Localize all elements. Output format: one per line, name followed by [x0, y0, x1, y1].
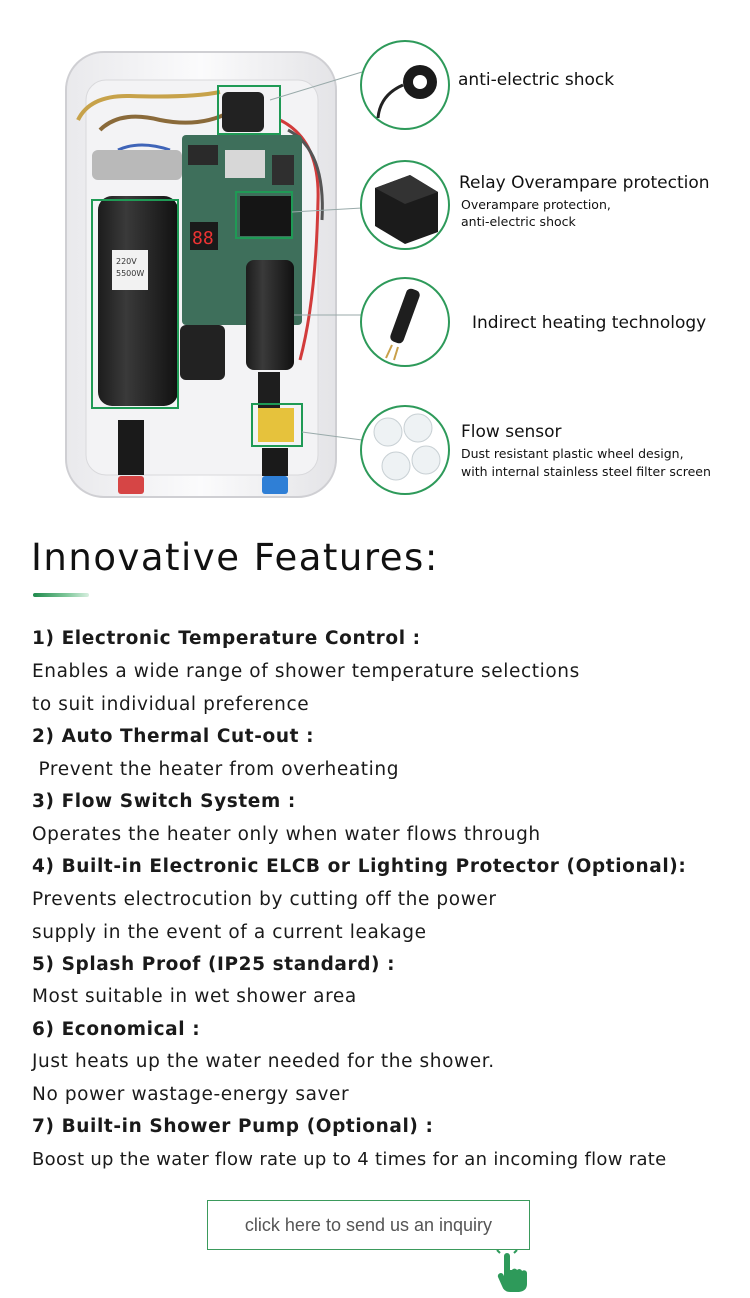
- callout-anti-shock-title: anti-electric shock: [458, 70, 615, 90]
- feature-4-desc-2: supply in the event of a current leakage: [32, 922, 427, 943]
- feature-1-desc-2: to suit individual preference: [32, 694, 310, 715]
- inquiry-button[interactable]: [207, 1200, 530, 1250]
- feature-1-title: 1) Electronic Temperature Control :: [32, 628, 421, 649]
- feature-3-title: 3) Flow Switch System :: [32, 791, 296, 812]
- heater-rating-2: 5500W: [116, 269, 145, 278]
- callout-heating-title: Indirect heating technology: [472, 313, 707, 333]
- digit-display: 88: [192, 228, 214, 249]
- callout-flow-sub-2: with internal stainless steel filter screen: [461, 464, 711, 479]
- feature-6-title: 6) Economical :: [32, 1019, 201, 1040]
- heading-underline: [33, 593, 89, 597]
- feature-3-desc-1: Operates the heater only when water flows through: [32, 824, 541, 845]
- feature-4-title: 4) Built-in Electronic ELCB or Lighting Protector (Optional):: [32, 856, 687, 877]
- callout-flow-sub-1: Dust resistant plastic wheel design,: [461, 446, 684, 461]
- feature-6-desc-2: No power wastage-energy saver: [32, 1084, 350, 1105]
- product-diagram: [0, 0, 750, 510]
- feature-2-title: 2) Auto Thermal Cut-out :: [32, 726, 315, 747]
- water-outlet: [262, 476, 288, 494]
- feature-5-title: 5) Splash Proof (IP25 standard) :: [32, 954, 396, 975]
- callout-relay-title: Relay Overampare protection: [459, 173, 710, 193]
- water-inlet: [118, 476, 144, 494]
- heater-rating-1: 220V: [116, 257, 137, 266]
- feature-7-desc-1: Boost up the water flow rate up to 4 times for an incoming flow rate: [32, 1149, 667, 1170]
- callout-relay-sub-1: Overampare protection,: [461, 197, 611, 212]
- feature-5-desc-1: Most suitable in wet shower area: [32, 986, 357, 1007]
- inquiry-button-label: click here to send us an inquiry: [244, 1214, 493, 1235]
- water-heater-internal-image: [0, 0, 750, 510]
- feature-6-desc-1: Just heats up the water needed for the shower.: [32, 1051, 495, 1072]
- feature-7-title: 7) Built-in Shower Pump (Optional) :: [32, 1116, 434, 1137]
- feature-4-desc-1: Prevents electrocution by cutting off the power: [32, 889, 497, 910]
- features-heading: Innovative Features:: [31, 536, 439, 579]
- callout-relay-sub-2: anti-electric shock: [461, 214, 576, 229]
- feature-1-desc-1: Enables a wide range of shower temperature selections: [32, 661, 580, 682]
- feature-2-desc-1: Prevent the heater from overheating: [32, 759, 400, 780]
- callout-flow-title: Flow sensor: [461, 422, 562, 442]
- pointing-hand-icon: [490, 1250, 534, 1294]
